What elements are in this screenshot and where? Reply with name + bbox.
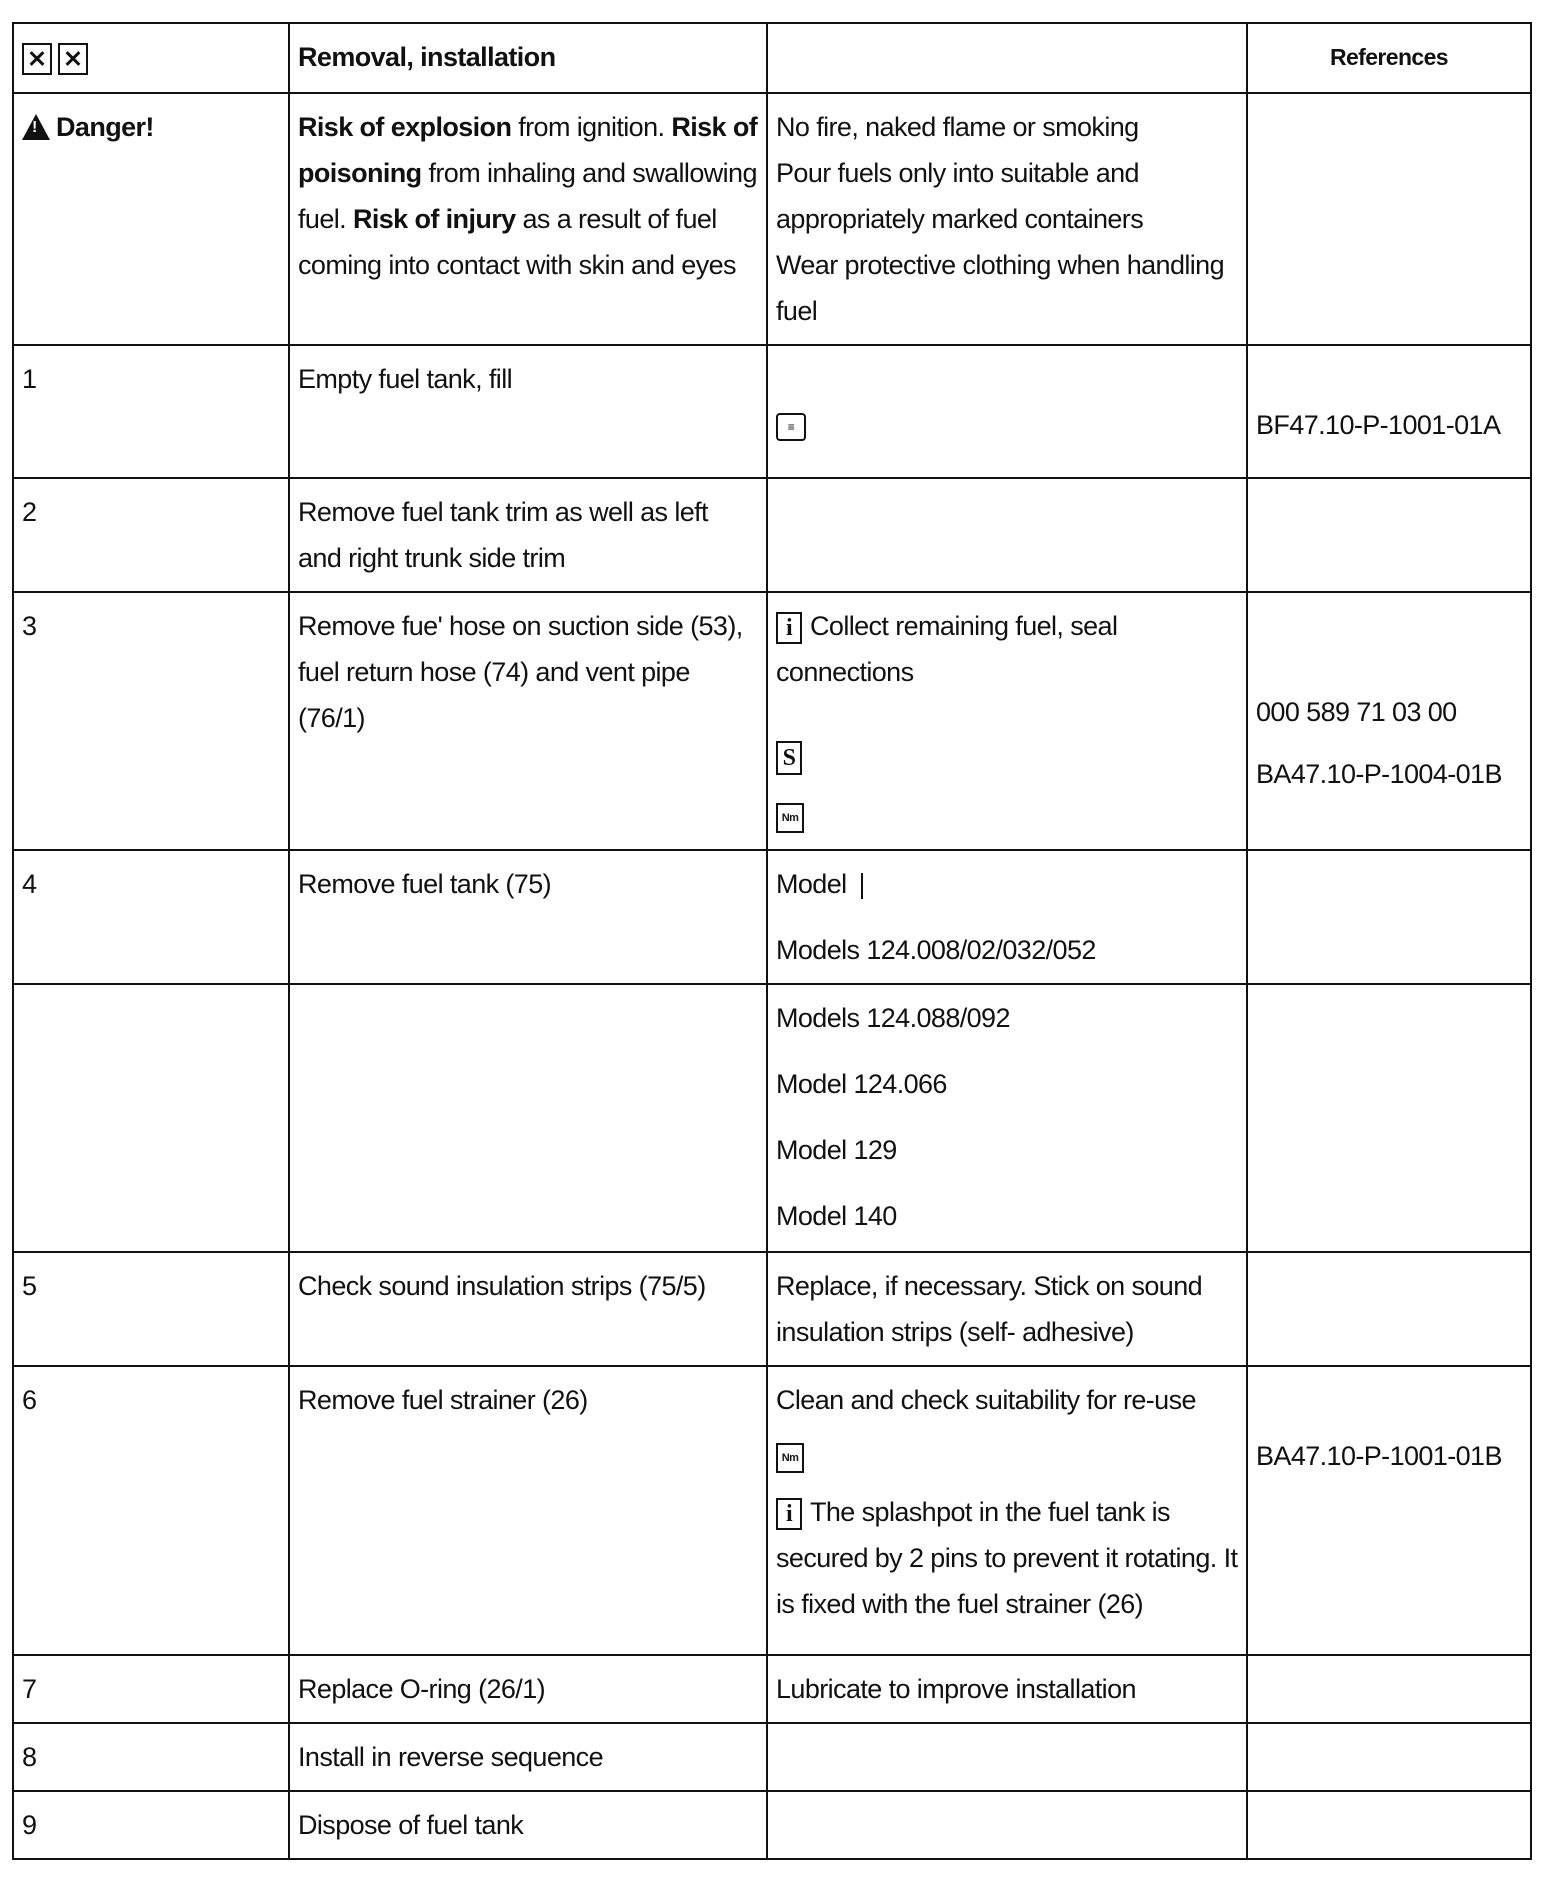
step-row-7 [13, 1655, 1531, 1723]
model-item: Models 124.088/092 [776, 1003, 1010, 1033]
step-refs [1247, 984, 1531, 1252]
fuel-can-icon: ≡ [776, 413, 806, 441]
step-row-8 [13, 1723, 1531, 1791]
header-title: Removal, installation [289, 23, 767, 93]
model-item: Model 140 [776, 1201, 897, 1231]
step-row-4-continued [13, 984, 1531, 1252]
step-notes: Lubricate to improve installation [767, 1655, 1247, 1723]
reference-code: BF47.10-P-1001-01A [1256, 410, 1501, 440]
step-note: The splashpot in the fuel tank is secured by 2 pins to prevent it rotating. It is fixed with the fuel strainer (26) [776, 1497, 1238, 1619]
step-number: 1 [13, 345, 289, 478]
info-icon: i [776, 612, 802, 644]
step-notes [767, 478, 1247, 592]
header-icons-cell [13, 23, 289, 93]
step-action: Check sound insulation strips (75/5) [289, 1252, 767, 1366]
step-row-1 [13, 345, 1531, 478]
header-empty-cell [767, 23, 1247, 93]
step-refs [1247, 1791, 1531, 1859]
step-action: Dispose of fuel tank [289, 1791, 767, 1859]
step-notes: Replace, if necessary. Stick on sound insulation strips (self- adhesive) [767, 1252, 1247, 1366]
step-row-6 [13, 1366, 1531, 1655]
model-item: Models 124.008/02/032/052 [776, 935, 1096, 965]
step-refs [1247, 592, 1531, 850]
step-number: 4 [13, 850, 289, 984]
step-row-2 [13, 478, 1531, 592]
step-notes [767, 850, 1247, 984]
header-row [13, 23, 1531, 93]
step-number: 9 [13, 1791, 289, 1859]
step-number: 6 [13, 1366, 289, 1655]
risk-explosion: Risk of explosion [298, 112, 512, 142]
reference-code: 000 589 71 03 00 [1256, 697, 1457, 727]
step-action: Remove fue' hose on suction side (53), fuel return hose (74) and vent pipe (76/1) [289, 592, 767, 850]
risk-text-2: from inhaling and swallowing fuel. [298, 158, 757, 234]
step-notes [767, 984, 1247, 1252]
step-row-4 [13, 850, 1531, 984]
step-row-5 [13, 1252, 1531, 1366]
risk-text-1: from ignition. [511, 112, 672, 142]
warning-triangle-icon [22, 114, 50, 140]
step-refs [1247, 850, 1531, 984]
step-action: Remove fuel strainer (26) [289, 1366, 767, 1655]
special-tool-icon: S [776, 741, 802, 775]
header-references: References [1247, 23, 1531, 93]
step-refs [1247, 345, 1531, 478]
step-refs [1247, 1252, 1531, 1366]
danger-note: Pour fuels only into suitable and appropriately marked containers [776, 158, 1144, 234]
step-number: 2 [13, 478, 289, 592]
danger-description [289, 93, 767, 345]
step-action [289, 984, 767, 1252]
danger-label: Danger! [56, 112, 154, 142]
engine-bay-icon [58, 43, 88, 75]
step-notes [767, 1791, 1247, 1859]
step-row-3 [13, 592, 1531, 850]
procedure-table [12, 22, 1532, 1860]
step-refs [1247, 478, 1531, 592]
step-action: Remove fuel tank (75) [289, 850, 767, 984]
text-cursor-mark [861, 873, 863, 899]
step-action: Install in reverse sequence [289, 1723, 767, 1791]
step-notes [767, 1366, 1247, 1655]
torque-icon: Nm [776, 1443, 804, 1473]
step-action: Remove fuel tank trim as well as left and right trunk side trim [289, 478, 767, 592]
step-row-9 [13, 1791, 1531, 1859]
step-number: 8 [13, 1723, 289, 1791]
step-note: Clean and check suitability for re-use [776, 1385, 1196, 1415]
step-number: 5 [13, 1252, 289, 1366]
step-note: Collect remaining fuel, seal connections [776, 611, 1118, 687]
danger-note: No fire, naked flame or smoking [776, 112, 1139, 142]
engine-bay-icon [22, 43, 52, 75]
risk-injury: Risk of injury [352, 204, 516, 234]
step-notes [767, 592, 1247, 850]
step-number [13, 984, 289, 1252]
step-refs [1247, 1655, 1531, 1723]
danger-note: Wear protective clothing when handling fuel [776, 250, 1224, 326]
step-refs [1247, 1723, 1531, 1791]
risk-poisoning: Risk of poisoning [298, 112, 758, 188]
step-refs [1247, 1366, 1531, 1655]
risk-text-3: as a result of fuel coming into contact with skin and eyes [298, 204, 736, 280]
model-item: Model 124.066 [776, 1069, 947, 1099]
model-item: Model 129 [776, 1135, 897, 1165]
model-item: Model [776, 869, 847, 899]
reference-code: BA47.10-P-1004-01B [1256, 759, 1502, 789]
step-action: Replace O-ring (26/1) [289, 1655, 767, 1723]
step-number: 7 [13, 1655, 289, 1723]
step-notes [767, 1723, 1247, 1791]
info-icon: i [776, 1498, 802, 1530]
reference-code: BA47.10-P-1001-01B [1256, 1441, 1502, 1471]
step-action: Empty fuel tank, fill [289, 345, 767, 478]
danger-row [13, 93, 1531, 345]
danger-notes [767, 93, 1247, 345]
step-notes [767, 345, 1247, 478]
danger-ref-cell [1247, 93, 1531, 345]
torque-icon: Nm [776, 803, 804, 833]
step-number: 3 [13, 592, 289, 850]
danger-cell [13, 93, 289, 345]
